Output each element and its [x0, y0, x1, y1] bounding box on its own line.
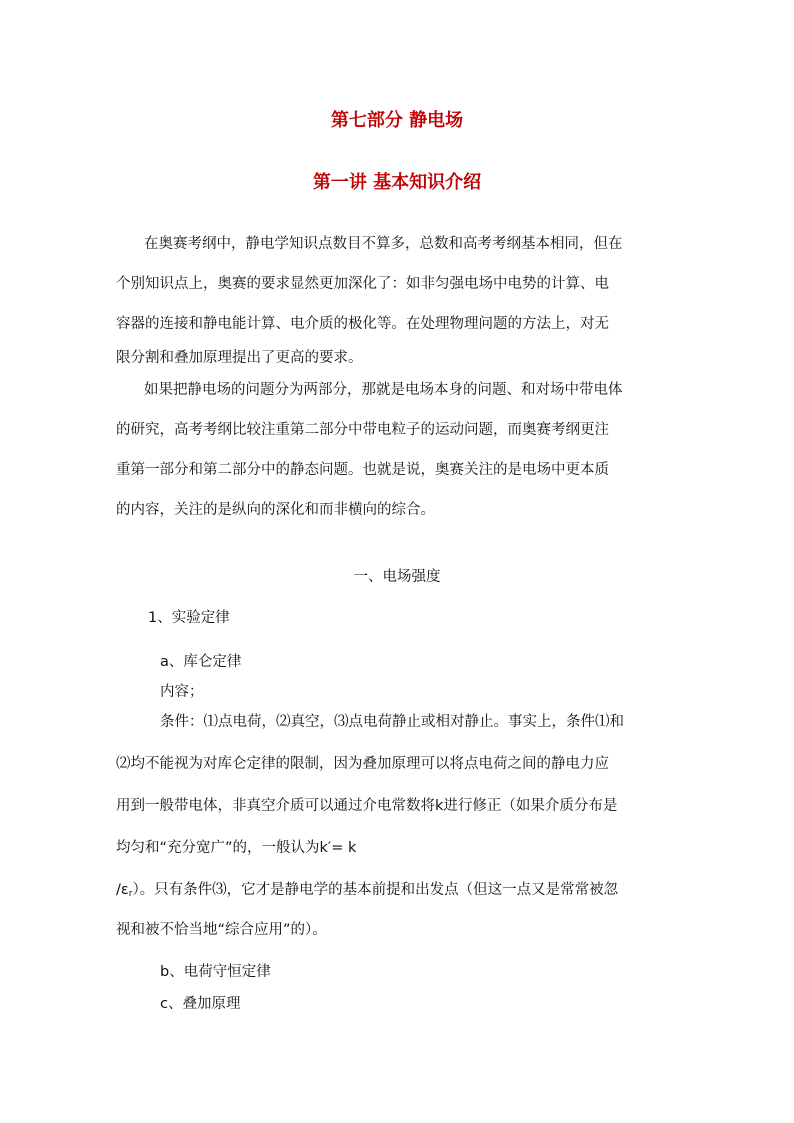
lecture-title: 第一讲 基本知识介绍	[312, 172, 482, 193]
intro-p1-line-4: 限分割和叠加原理提出了更高的要求。	[116, 350, 363, 366]
intro-p2-line-3: 重第一部分和第二部分中的静态问题。也就是说，奥赛关注的是电场中更本质	[116, 462, 609, 478]
intro-p1-line-3: 容器的连接和静电能计算、电介质的极化等。在处理物理问题的方法上，对无	[116, 316, 609, 332]
part-title: 第七部分 静电场	[330, 110, 464, 131]
item-1: 1、实验定律	[148, 610, 230, 626]
item-c: c、叠加原理	[160, 996, 241, 1012]
conditions-line-5	[116, 878, 618, 899]
conditions-line-5-rest: ）。只有条件⑶，它才是静电学的基本前提和出发点（但这一点又是常常被忽	[132, 882, 619, 898]
epsilon-subscript: r	[128, 889, 133, 899]
intro-p2-line-1: 如果把静电场的问题分为两部分，那就是电场本身的问题、和对场中带电体	[144, 382, 623, 398]
epsilon-prefix: /ε	[116, 882, 129, 898]
conditions-line-3: 用到一般带电体，非真空介质可以通过介电常数将k进行修正（如果介质分布是	[116, 798, 618, 814]
conditions-line-2: ⑵均不能视为对库仑定律的限制，因为叠加原理可以将点电荷之间的静电力应	[116, 756, 609, 772]
intro-p1-line-1: 在奥赛考纲中，静电学知识点数目不算多，总数和高考考纲基本相同，但在	[144, 236, 623, 252]
conditions-line-6: 视和被不恰当地“综合应用”的）。	[116, 922, 327, 938]
conditions-line-4: 均匀和“充分宽广”的，一般认为k′= k	[116, 840, 357, 856]
item-b: b、电荷守恒定律	[160, 964, 271, 980]
item-a: a、库仑定律	[160, 654, 242, 670]
intro-p2-line-4: 的内容，关注的是纵向的深化和而非横向的综合。	[116, 502, 435, 518]
section-heading: 一、电场强度	[353, 569, 441, 585]
intro-p2-line-2: 的研究，高考考纲比较注重第二部分中带电粒子的运动问题，而奥赛考纲更注	[116, 422, 609, 438]
intro-p1-line-2: 个别知识点上，奥赛的要求显然更加深化了：如非匀强电场中电势的计算、电	[116, 276, 609, 292]
conditions-line-1: 条件：⑴点电荷，⑵真空，⑶点电荷静止或相对静止。事实上，条件⑴和	[160, 714, 624, 730]
content-label: 内容；	[160, 684, 204, 700]
